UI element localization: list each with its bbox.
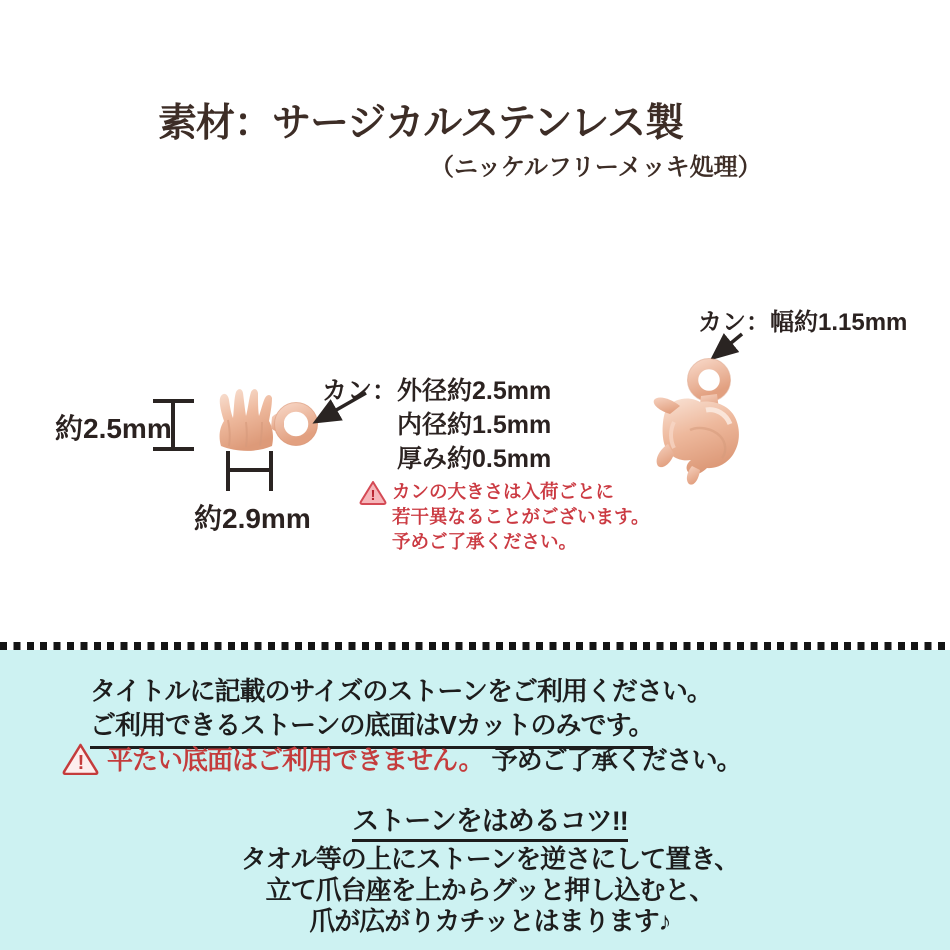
usage-notice-section [0, 650, 950, 950]
kan-size-note [359, 480, 650, 554]
kan-note-line-1: カンの大きさは入荷ごとに [392, 481, 615, 502]
flat-bottom-warning-red: 平たい底面はご利用できません。 [107, 745, 484, 775]
kan-spec-outer-diameter: カン：外径約2.5mm [322, 377, 552, 405]
prong-setting-side-image [220, 389, 318, 451]
width-measure-bracket [228, 451, 271, 491]
height-dimension-label: 約2.5mm [55, 413, 172, 444]
stone-bottom-notice: ご利用できるストーンの底面はVカットのみです。 [90, 705, 653, 749]
kan-spec-inner-diameter: 内径約1.5mm [397, 411, 552, 439]
kan-spec-thickness: 厚み約0.5mm [397, 445, 552, 473]
material-title: 素材：サージカルステンレス製 [158, 102, 684, 145]
kan-note-line-2: 若干異なることがございます。 [392, 506, 650, 527]
width-dimension-label: 約2.9mm [194, 503, 311, 534]
tips-line-3: 爪が広がりカチッとはまります♪ [309, 906, 671, 936]
kan-width-label: カン：幅約1.15mm [698, 309, 908, 336]
dotted-divider [0, 642, 950, 650]
warning-triangle-icon [62, 742, 99, 775]
warning-triangle-icon [359, 480, 387, 505]
tips-line-1: タオル等の上にストーンを逆さにして置き、 [240, 844, 740, 874]
kan-width-annotation-arrow [714, 334, 742, 357]
stone-size-notice: タイトルに記載のサイズのストーンをご利用ください。 [90, 676, 712, 706]
tips-line-2: 立て爪台座を上からグッと押し込むと、 [265, 875, 715, 905]
prong-setting-bottom-image [654, 359, 739, 485]
flat-bottom-warning [62, 740, 742, 777]
kan-note-line-3: 予めご了承ください。 [392, 530, 578, 552]
flat-bottom-warning-black: 予めご了承ください。 [491, 745, 742, 775]
tips-title: ストーンをはめるコツ!! [15, 799, 950, 838]
kan-spec-list [322, 374, 551, 476]
svg-text:!: ! [77, 752, 84, 774]
svg-text:!: ! [370, 487, 376, 504]
material-subtitle: （ニッケルフリーメッキ処理） [430, 154, 762, 181]
